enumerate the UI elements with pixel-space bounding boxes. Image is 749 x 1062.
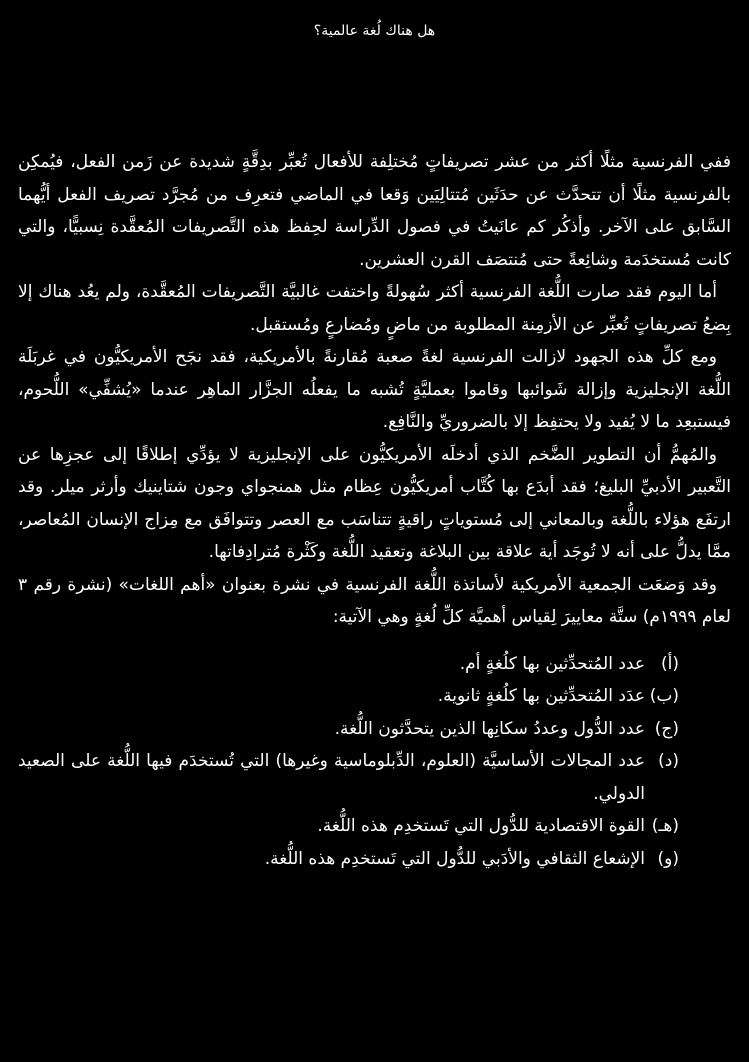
list-item-label: (ج) bbox=[654, 718, 679, 739]
list-item-text: عدد المجالات الأساسيَّة (العلوم، الدِّبلوماسية وغيرها) التي تُستخدَم فيها اللُّغة على الصعيد الدولي. bbox=[18, 751, 645, 804]
list-item-text: عدد الدُّول وعددُ سكانِها الذين يتحدَّثون اللُّغة. bbox=[334, 718, 645, 739]
list-item-text: القوة الاقتصادية للدُّول التي تَستخدِم هذه اللُّغة. bbox=[317, 816, 645, 836]
list-item bbox=[18, 810, 731, 843]
body-text bbox=[18, 146, 731, 875]
list-item-text: عدد المُتحدِّثين بها كلُغةٍ أم. bbox=[459, 653, 645, 674]
list-item bbox=[18, 680, 731, 713]
list-item-text: عدَد المُتحدِّثين بها كلُغةٍ ثانوية. bbox=[437, 686, 645, 706]
list-item bbox=[18, 745, 731, 810]
list-item bbox=[18, 713, 731, 746]
paragraph: والمُهمُّ أن التطوير الضَّخم الذي أدخلَه الأمريكيُّون على الإنجليزية لا يؤدِّي إطلاقًا إلى عجزِها عن التَّعبير الأدبيِّ البليغ؛ فقد أبدَع بها كُتَّاب أمريكيُّون عِظام مثل همنجواي وجون شتاينيك وأرثر ميلر. وقد ارتفَع هؤلاء باللُّغة وبالمعاني إلى مُستوياتٍ راقيةٍ تتناسَب مع العصر وتتوافَق مع مِزاج الإنسان المُعاصر، ممَّا يدلُّ على أنه لا تُوجَد أية علاقة بين البلاغة وتعقيد اللُّغة وكَثْرة مُترادِفاتها. bbox=[18, 444, 731, 562]
page-header-title: هل هناك لُغة عالمية؟ bbox=[313, 23, 436, 39]
paragraph: ومع كلِّ هذه الجهود لازالت الفرنسية لغةً صعبة مُقارنةً بالأمريكية، فقد نجَح الأمريكيُّون في غربَلَة اللُّغة الإنجليزية وإزالة شَوائبها وقاموا بعمليَّةٍ تُشبه ما يفعلُه الجزَّار الماهِر عندما «يُشفِّي» اللُّحوم، فيستبعِد ما لا يُفيد ولا يحتفِظ إلا بالضروريِّ والنَّافِع. bbox=[18, 347, 731, 432]
list-item-label: (هـ) bbox=[651, 816, 679, 836]
list-item bbox=[18, 648, 731, 681]
paragraph: أما اليوم فقد صارت اللُّغة الفرنسية أكثر سُهولةً واختفت غالبيَّة التَّصريفات المُعقَّدة، ولم يعُد هناك إلا بِضعُ تصريفاتٍ تُعبِّر عن الأزمِنة المطلوبة من ماضٍ ومُضارعٍ ومُستقبل. bbox=[18, 282, 731, 335]
list-item-label: (و) bbox=[657, 848, 679, 869]
criteria-list bbox=[18, 648, 731, 876]
list-item-label: (د) bbox=[658, 751, 679, 771]
list-item-label: (ب) bbox=[649, 686, 679, 706]
list-item-text: الإشعاع الثقافي والأدَبي للدُّول التي تَستخدِم هذه اللُّغة. bbox=[264, 848, 645, 869]
list-item-label: (أ) bbox=[661, 653, 679, 674]
paragraph: وقد وَضعَت الجمعية الأمريكية لأساتذة اللُّغة الفرنسية في نشرة بعنوان «أهم اللغات» (نشرة رقم ٣ لعام ١٩٩٩م) ستَّة معاييرَ لِقياس أهميَّة كلِّ لُغةٍ وهي الآتية: bbox=[18, 574, 731, 627]
paragraph: ففي الفرنسية مثلًا أكثر من عشر تصريفاتٍ مُختلِفة للأفعال تُعبِّر بدِقَّةٍ شديدة عن زَمن الفعل، فيُمكِن بالفرنسية مثلًا أن تتحدَّث عن حدَثَين مُتتالِيَين وَقعا في الماضي فتعرِف من مُجرَّد تصريف الفعل أيُّهما السَّابق على الآخر. وأذكُر كم عانَيتُ في فصول الدِّراسة لحِفظ هذه التَّصريفات المُعقَّدة نِسبيًّا، والتي كانت مُستخدَمة وشائِعةً حتى مُنتصَف القرن العشرين. bbox=[18, 152, 731, 270]
list-item bbox=[18, 843, 731, 876]
